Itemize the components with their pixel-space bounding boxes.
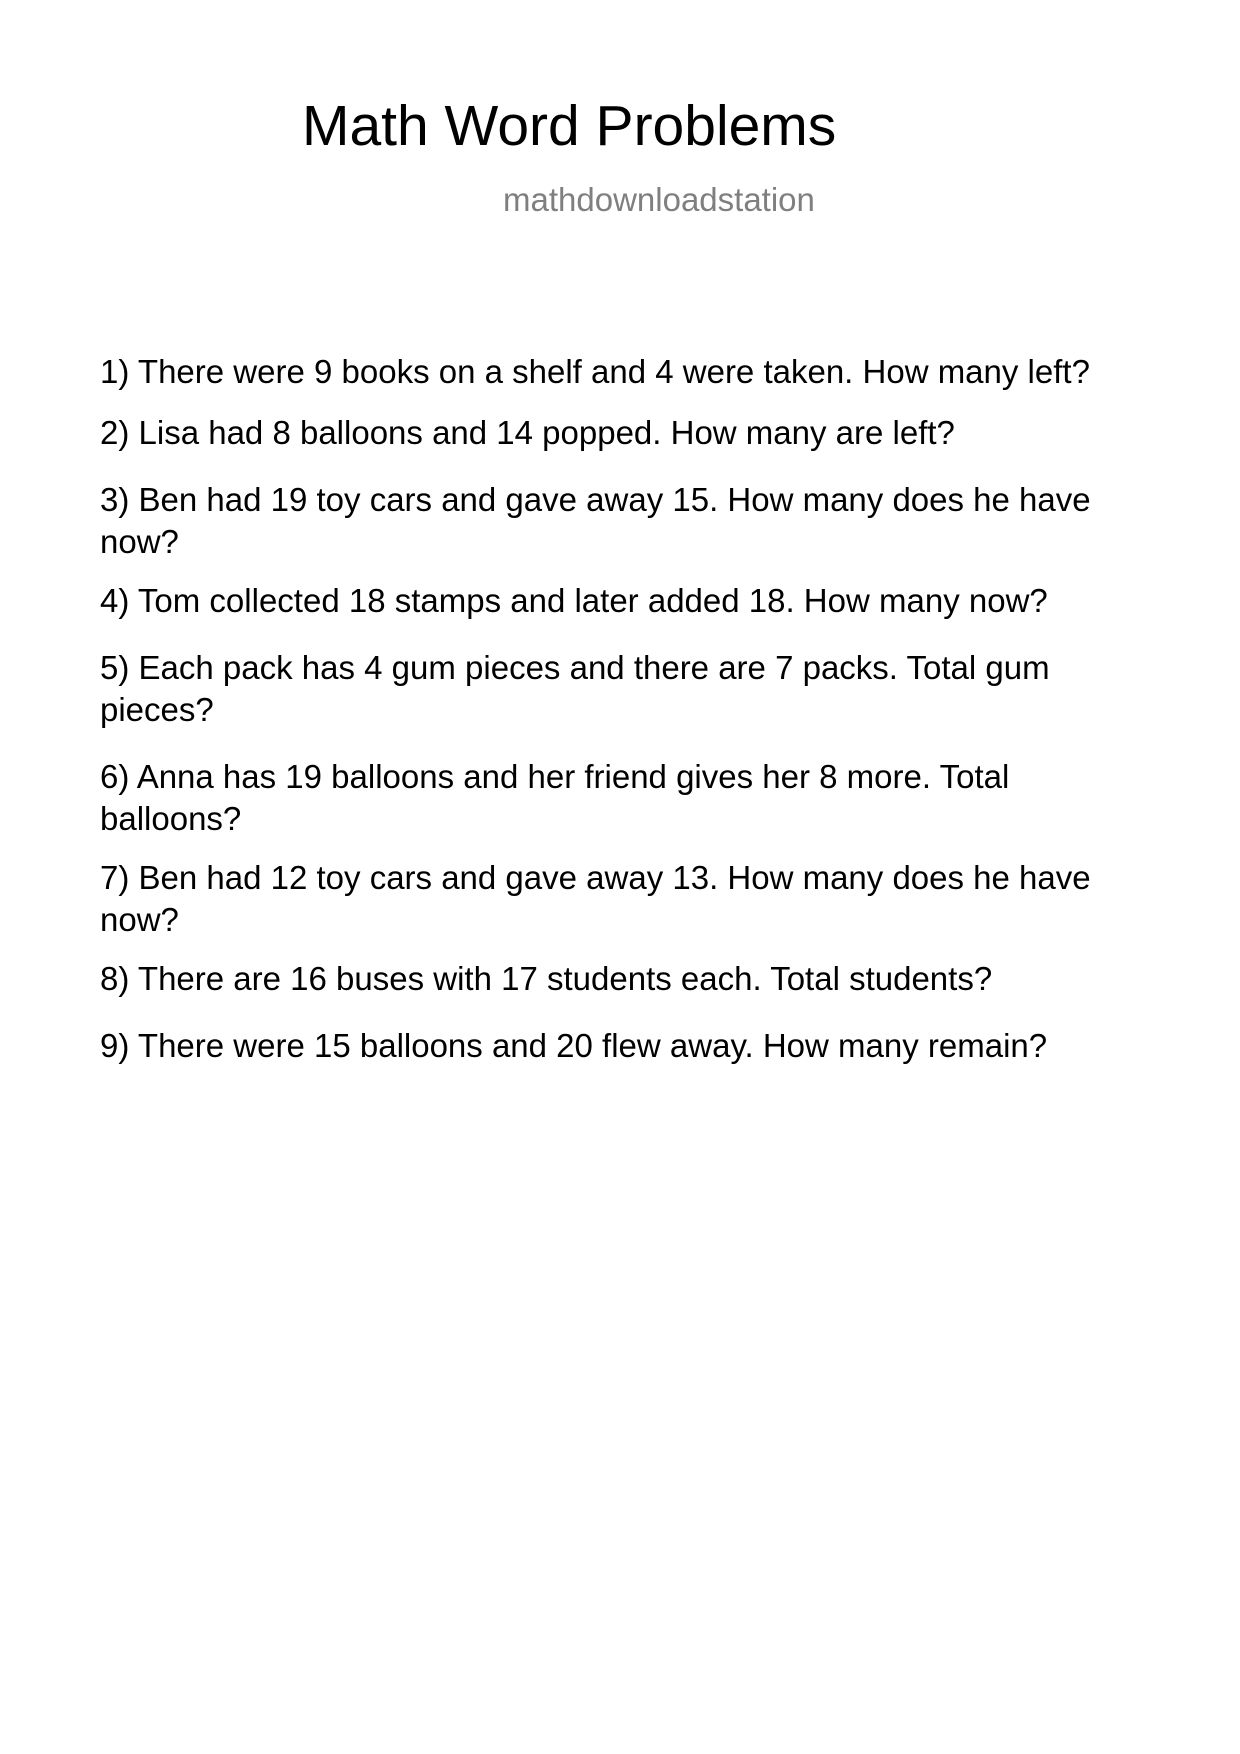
problem-item: 9) There were 15 balloons and 20 flew away. How many remain? [100, 1027, 1048, 1064]
problem-item: 1) There were 9 books on a shelf and 4 were taken. How many left? [100, 353, 1090, 390]
page-title: Math Word Problems [302, 94, 837, 158]
problem-item: 6) Anna has 19 balloons and her friend gives her 8 more. Total balloons? [100, 758, 1010, 837]
problem-item: 4) Tom collected 18 stamps and later added 18. How many now? [100, 582, 1048, 619]
problem-item: 2) Lisa had 8 balloons and 14 popped. How many are left? [100, 414, 955, 451]
page-subtitle: mathdownloadstation [503, 181, 815, 218]
problem-item: 3) Ben had 19 toy cars and gave away 15. How many does he have now? [100, 481, 1091, 560]
problem-list [100, 351, 1130, 1067]
problem-item: 5) Each pack has 4 gum pieces and there are 7 packs. Total gum pieces? [100, 649, 1050, 728]
problem-item: 7) Ben had 12 toy cars and gave away 13. How many does he have now? [100, 859, 1091, 938]
problem-item: 8) There are 16 buses with 17 students each. Total students? [100, 960, 993, 997]
